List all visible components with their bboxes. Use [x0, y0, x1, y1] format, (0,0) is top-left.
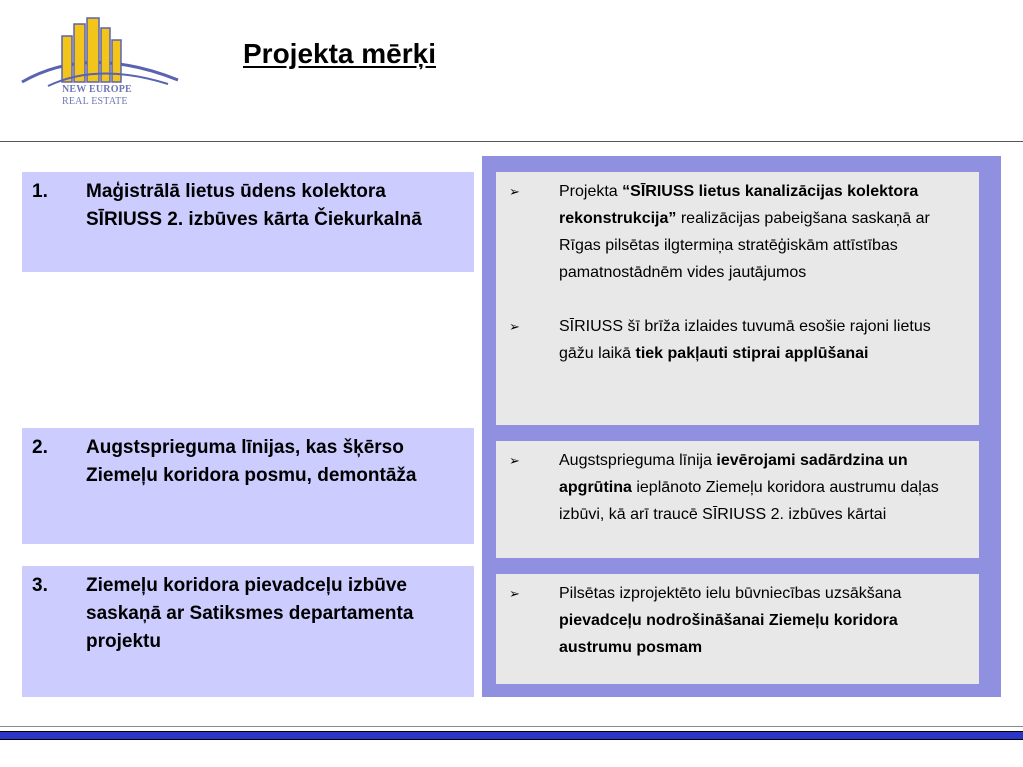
logo-line2: REAL ESTATE	[62, 96, 128, 107]
bullet-item	[509, 178, 959, 286]
bullet-text: Pilsētas izprojektēto ielu būvniecības uzsākšana pievadceļu nodrošināšanai Ziemeļu koridora austrumu posmam	[559, 585, 902, 656]
arrow-bullet-icon: ➢	[509, 586, 520, 601]
arrow-bullet-icon: ➢	[509, 453, 520, 468]
bullet-text: Projekta “SĪRIUSS lietus kanalizācijas kolektora rekonstrukcija” realizācijas pabeigšana saskaņā ar Rīgas pilsētas ilgtermiņa stratēģiskām attīstības pamatnostādnēm vides jautājumos	[559, 183, 930, 281]
logo-text	[62, 84, 152, 108]
detail-box-3	[496, 574, 979, 684]
goal-text: Maģistrālā lietus ūdens kolektora SĪRIUSS 2. izbūves kārta Čiekurkalnā	[86, 181, 422, 230]
arrow-bullet-icon: ➢	[509, 319, 520, 334]
bullet-item	[509, 580, 959, 661]
goal-number: 2.	[32, 437, 48, 458]
goal-text: Ziemeļu koridora pievadceļu izbūve saskaņā ar Satiksmes departamenta projektu	[86, 575, 414, 652]
footer-divider	[0, 726, 1023, 727]
goal-number: 3.	[32, 575, 48, 596]
footer-bar	[0, 731, 1023, 740]
page-title: Projekta mērķi	[243, 38, 436, 69]
goal-number: 1.	[32, 181, 48, 202]
bullet-item	[509, 313, 959, 367]
header-divider	[0, 141, 1023, 142]
logo-line1: NEW EUROPE	[62, 84, 132, 95]
goal-item-1	[22, 172, 474, 272]
bullet-text: Augstsprieguma līnija ievērojami sadārdzina un apgrūtina ieplānoto Ziemeļu koridora austrumu daļas izbūvi, kā arī traucē SĪRIUSS 2. izbūves kārtai	[559, 452, 939, 523]
arrow-bullet-icon: ➢	[509, 184, 520, 199]
detail-box-1	[496, 172, 979, 425]
goal-item-2	[22, 428, 474, 544]
bullet-item	[509, 447, 959, 528]
detail-box-2	[496, 441, 979, 558]
goal-text: Augstsprieguma līnijas, kas šķērso Ziemeļu koridora posmu, demontāža	[86, 437, 417, 486]
bullet-text: SĪRIUSS šī brīža izlaides tuvumā esošie rajoni lietus gāžu laikā tiek pakļauti stiprai applūšanai	[559, 318, 931, 362]
goal-item-3	[22, 566, 474, 697]
